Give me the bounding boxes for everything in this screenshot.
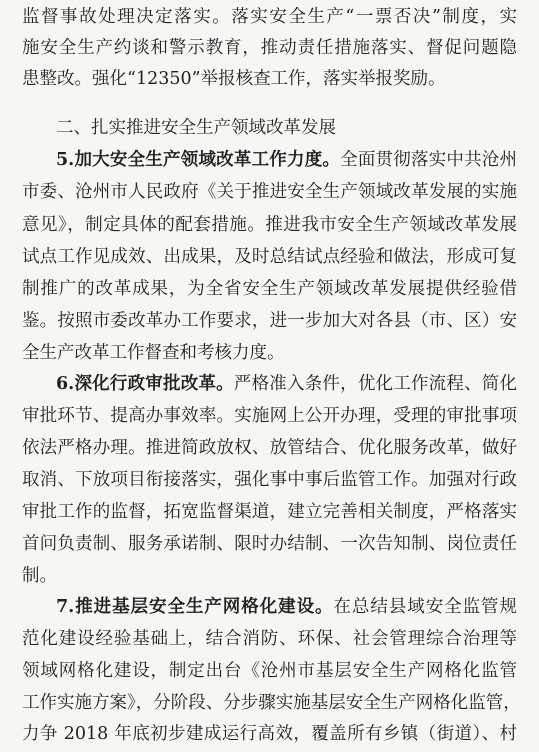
- text-line: 鉴。按照市委改革办工作要求，进一步加大对各县（市、区）安: [22, 311, 517, 331]
- text-line: 监督事故处理决定落实。落实安全生产“一票否决”制度，实: [22, 7, 517, 27]
- text-line: 依法严格办理。推进简政放权、放管结合、优化服务改革，做好: [22, 438, 517, 458]
- paragraph-first-line: 7.推进基层安全生产网格化建设。在总结县域安全监管规: [56, 597, 517, 617]
- text-line: 取消、下放项目衔接落实，强化事中事后监管工作。加强对行政: [22, 470, 517, 490]
- text-line: 审批工作的监督，拓宽监督渠道，建立完善相关制度，严格落实: [22, 502, 517, 522]
- text-line: 市委、沧州市人民政府《关于推进安全生产领域改革发展的实施: [22, 182, 517, 202]
- text-line: 施安全生产约谈和警示教育，推动责任措施落实、督促问题隐: [22, 38, 517, 58]
- text-line: 试点工作见成效、出成果，及时总结试点经验和做法，形成可复: [22, 247, 517, 267]
- text-line: 患整改。强化“12350”举报核查工作，落实举报奖励。: [22, 69, 446, 89]
- text-line: 全生产改革工作督查和考核力度。: [22, 343, 285, 363]
- text-line: 审批环节、提高办事效率。实施网上公开办理，受理的审批事项: [22, 406, 517, 426]
- text-line: 领域网格化建设，制定出台《沧州市基层安全生产网格化监管: [22, 661, 517, 681]
- text-line: 范化建设经验基础上，结合消防、环保、社会管理综合治理等: [22, 629, 517, 649]
- text-line: 意见》，制定具体的配套措施。推进我市安全生产领域改革发展: [22, 215, 517, 235]
- text-line: 制。: [22, 566, 57, 586]
- text-line: 首问负责制、服务承诺制、限时办结制、一次告知制、岗位责任: [22, 534, 517, 554]
- text-line: 工作实施方案》，分阶段、分步骤实施基层安全生产网格化监管，: [22, 693, 521, 713]
- item-6-heading: 6.深化行政审批改革。: [56, 374, 234, 394]
- text-line: 制推广的改革成果，为全省安全生产领域改革发展提供经验借: [22, 279, 517, 299]
- section-heading: 二、扎实推进安全生产领域改革发展: [56, 118, 336, 138]
- item-5-heading: 5.加大安全生产领域改革工作力度。: [56, 150, 341, 170]
- paragraph-first-line: 5.加大安全生产领域改革工作力度。全面贯彻落实中共沧州: [56, 150, 517, 170]
- item-7-heading: 7.推进基层安全生产网格化建设。: [56, 597, 334, 617]
- text-line: 力争 2018 年底初步建成运行高效，覆盖所有乡镇（街道）、村: [22, 724, 517, 744]
- paragraph-first-line: 6.深化行政审批改革。严格准入条件，优化工作流程、简化: [56, 374, 517, 394]
